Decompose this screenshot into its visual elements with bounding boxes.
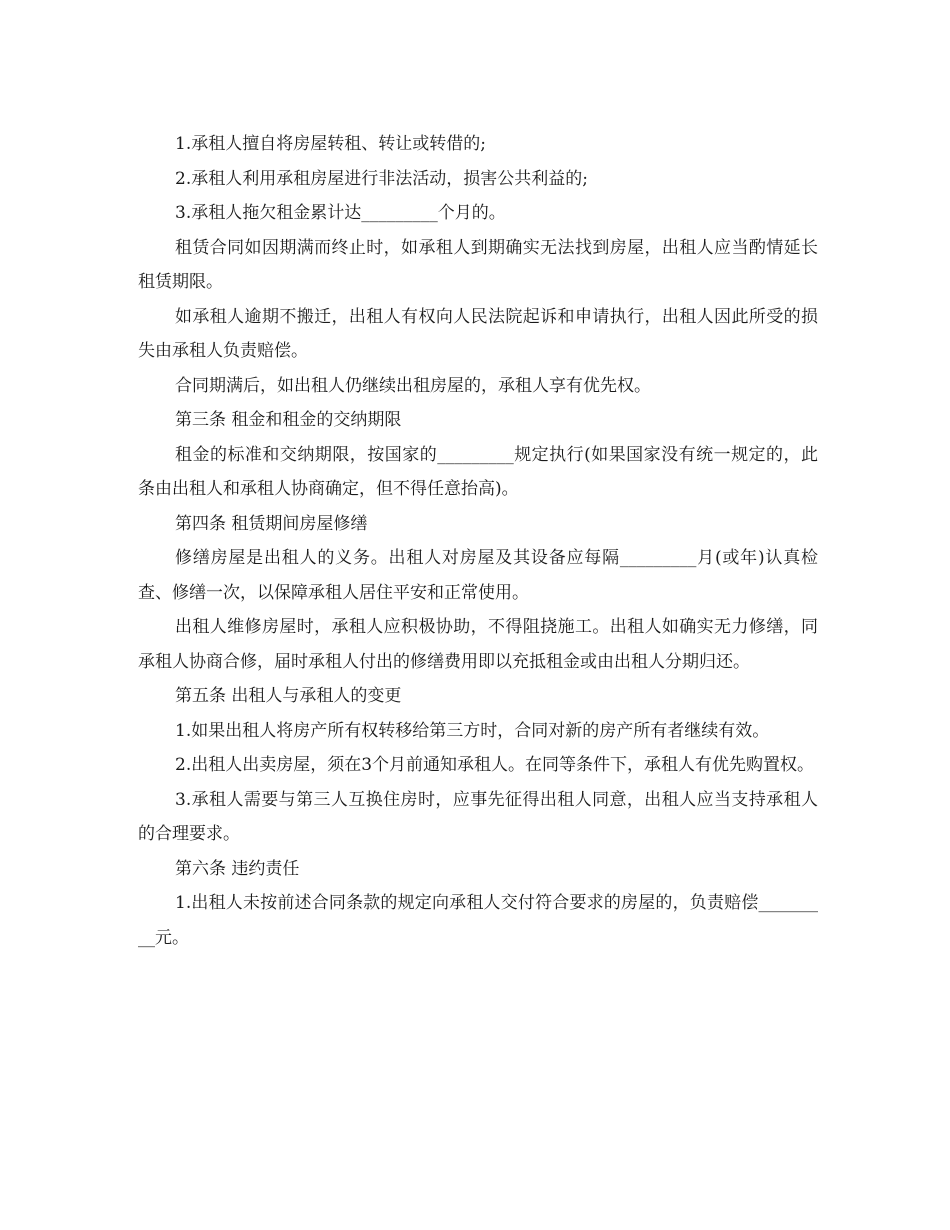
- clause-liability-1: 1.出租人未按前述合同条款的规定向承租人交付符合要求的房屋的，负责赔偿_________元。: [138, 893, 818, 948]
- clause-change-1: 1.如果出租人将房产所有权转移给第三方时，合同对新的房产所有者继续有效。: [175, 720, 770, 741]
- clause-change-2: 2.出租人出卖房屋，须在3个月前通知承租人。在同等条件下，承租人有优先购置权。: [175, 755, 815, 775]
- clause-item-1: 1.承租人擅自将房屋转租、转让或转借的;: [175, 134, 486, 154]
- clause-item-3: 3.承租人拖欠租金累计达_________个月的。: [175, 203, 506, 223]
- section-heading-article-5: 第五条 出租人与承租人的变更: [175, 686, 402, 706]
- clause-change-3: 3.承租人需要与第三人互换住房时，应事先征得出租人同意，出租人应当支持承租人的合理要求。: [138, 789, 818, 844]
- section-heading-article-6: 第六条 违约责任: [175, 858, 300, 879]
- paragraph-rent-standard: 租金的标准和交纳期限，按国家的_________规定执行(如果国家没有统一规定的，此条由出租人和承租人协商确定，但不得任意抬高)。: [138, 444, 818, 499]
- paragraph-priority-right: 合同期满后，如出租人仍继续出租房屋的，承租人享有优先权。: [175, 375, 651, 396]
- section-heading-article-3: 第三条 租金和租金的交纳期限: [175, 410, 402, 430]
- paragraph-lease-expiry: 租赁合同如因期满而终止时，如承租人到期确实无法找到房屋，出租人应当酌情延长租赁期限。: [138, 237, 818, 292]
- paragraph-overdue-move: 如承租人逾期不搬迁，出租人有权向人民法院起诉和申请执行，出租人因此所受的损失由承租人负责赔偿。: [138, 306, 818, 361]
- document-body: [138, 127, 818, 955]
- section-heading-article-4: 第四条 租赁期间房屋修缮: [175, 513, 368, 534]
- paragraph-repair-duty: 修缮房屋是出租人的义务。出租人对房屋及其设备应每隔_________月(或年)认真检查、修缮一次，以保障承租人居住平安和正常使用。: [138, 548, 818, 603]
- paragraph-repair-cooperation: 出租人维修房屋时，承租人应积极协助，不得阻挠施工。出租人如确实无力修缮，同承租人协商合修，届时承租人付出的修缮费用即以充抵租金或由出租人分期归还。: [138, 617, 818, 672]
- clause-item-2: 2.承租人利用承租房屋进行非法活动，损害公共利益的;: [175, 168, 588, 189]
